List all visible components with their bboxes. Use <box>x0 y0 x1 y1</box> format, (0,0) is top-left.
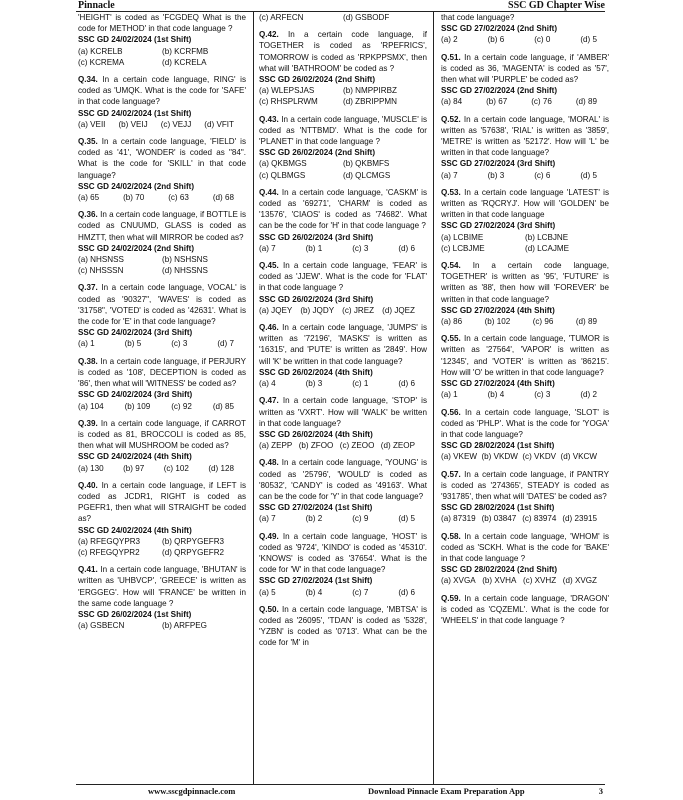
answer-options <box>78 338 246 349</box>
answer-option: (b) 3 <box>305 379 323 389</box>
footer-website[interactable]: www.sscgdpinnacle.com <box>148 786 236 796</box>
answer-option: (c) JREZ <box>342 305 375 315</box>
answer-option: (c) KCREMA <box>78 57 125 67</box>
answer-options <box>259 440 427 451</box>
exam-source: SSC GD 24/02/2024 (3rd Shift) <box>78 390 193 400</box>
question-number: Q.34. <box>78 75 98 85</box>
answer-option: (a) QKBMGS <box>259 159 307 169</box>
answer-option: (b) 102 <box>484 317 511 327</box>
question-stem: In a certain code language, TOGETHER' is written as '95', 'FUTURE' is written as '88', then how will 'FOREVER' be written in that code language? <box>441 261 609 304</box>
answer-option: (d) ZEOP <box>380 441 415 451</box>
page-footer <box>0 786 683 798</box>
question-number: Q.48. <box>259 458 279 468</box>
question-stem: that code language? <box>441 13 515 22</box>
question-block <box>259 29 427 107</box>
question-text <box>441 52 609 86</box>
answer-option: (a) 65 <box>78 193 100 203</box>
question-number: Q.43. <box>259 114 279 124</box>
exam-source: SSC GD 24/02/2024 (3rd Shift) <box>78 328 193 338</box>
answer-option: (c) 102 <box>163 463 189 473</box>
question-text <box>441 187 609 221</box>
answer-options <box>78 401 246 412</box>
answer-option: (c) 96 <box>532 317 554 327</box>
answer-option: (a) XVGA <box>441 576 476 586</box>
question-text <box>78 564 246 609</box>
answer-option: (d) 2 <box>580 390 597 400</box>
answer-option: (a) 84 <box>441 97 463 107</box>
question-text <box>441 407 609 441</box>
exam-source: SSC GD 27/02/2024 (1st Shift) <box>259 503 373 513</box>
answer-option: (d) QRPYGEFR2 <box>162 547 225 557</box>
question-stem: In a certain code language, VOCAL' is coded as '90327", 'WAVES' is coded as '31758", 'VOTED' is coded as '42631'. What is the code for 'E' in that code language? <box>78 283 246 327</box>
answer-options <box>78 119 246 130</box>
question-block <box>259 260 427 316</box>
question-block <box>259 114 427 181</box>
answer-option: (b) 2 <box>305 514 323 524</box>
answer-option: (a) 7 <box>441 170 458 180</box>
exam-source: SSC GD 27/02/2024 (2nd Shift) <box>441 24 558 34</box>
exam-source: SSC GD 24/02/2024 (1st Shift) <box>78 108 192 118</box>
exam-source: SSC GD 28/02/2024 (1st Shift) <box>441 441 555 451</box>
answer-options <box>259 587 427 598</box>
question-block <box>441 52 609 108</box>
question-text <box>259 604 427 649</box>
exam-source: SSC GD 24/02/2024 (2nd Shift) <box>78 181 195 191</box>
question-text <box>441 260 609 305</box>
exam-source: SSC GD 27/02/2024 (3rd Shift) <box>441 221 556 231</box>
question-number: Q.49. <box>259 531 279 541</box>
question-number: Q.57. <box>441 469 461 479</box>
answer-option: (c) VEJJ <box>160 119 192 129</box>
question-block <box>441 593 609 627</box>
question-number: Q.55. <box>441 334 461 344</box>
answer-option: (d) JQEZ <box>382 305 415 315</box>
page-number: 3 <box>598 786 603 796</box>
question-block <box>259 187 427 254</box>
answer-option: (c) 9 <box>352 514 369 524</box>
question-text <box>441 531 609 565</box>
question-block <box>259 457 427 524</box>
answer-option: (b) QRPYGEFR3 <box>162 536 225 546</box>
answer-options <box>441 170 609 181</box>
answer-option: (c) NHSSSN <box>78 266 124 276</box>
question-number: Q.50. <box>259 604 279 614</box>
question-stem: In a certain code language, 'MORAL' is written as '57638', 'RIAL' is written as '3859', 'METRE' is written as '52172'. How will 'L' be written in that code language? <box>441 114 609 158</box>
exam-source: SSC GD 24/02/2024 (4th Shift) <box>78 452 192 462</box>
question-text <box>78 74 246 108</box>
answer-option: (a) 4 <box>259 379 276 389</box>
question-text <box>441 114 609 159</box>
question-number: Q.58. <box>441 531 461 541</box>
exam-source: SSC GD 27/02/2024 (4th Shift) <box>441 379 555 389</box>
question-stem: In a certain code language, 'MBTSA' is coded as '26095', 'TDAN' is coded as '5328', 'YZBN' is coded as '0713'. What can be the code for 'M' in <box>259 604 427 648</box>
answer-option: (a) 130 <box>78 463 104 473</box>
answer-option: (a) JQEY <box>259 305 293 315</box>
answer-option: (b) 109 <box>124 401 151 411</box>
question-block <box>78 480 246 558</box>
question-text <box>78 356 246 390</box>
question-text <box>441 593 609 627</box>
answer-option: (b) 4 <box>305 587 323 597</box>
question-block <box>78 74 246 130</box>
question-stem: In a certain code language, 'MUSCLE' is coded as 'NTTBMD'. What is the code for 'PLANET' in that code language ? <box>259 114 427 147</box>
question-block <box>78 209 246 276</box>
answer-option: (a) LCBIME <box>441 232 484 242</box>
answer-options <box>441 389 609 400</box>
question-number: Q.36. <box>78 210 98 220</box>
answer-option: (b) VKDW <box>481 452 518 462</box>
answer-option: (d) KCRELA <box>162 57 207 67</box>
question-stem: In a certain code language, if 'AMBER' is coded as 36, 'MAGENTA' is coded as '57', then what will 'PURPLE' be coded as? <box>441 52 609 85</box>
question-block <box>259 322 427 389</box>
question-stem: In a certain code language, if PERJURY is coded as '108', DECEPTION is coded as '86', then what will 'WITNESS' be coded as? <box>78 356 246 389</box>
answer-option: (c) 3 <box>352 243 369 253</box>
question-text <box>78 418 246 452</box>
question-stem: In a certain code language, if CARROT is coded as 81, BROCCOLI is coded as 85, then what will MUSHROOM be coded as? <box>78 418 246 451</box>
answer-options <box>441 451 609 462</box>
question-number: Q.53. <box>441 187 461 197</box>
answer-option: (d) 85 <box>212 401 234 411</box>
answer-option: (c) 92 <box>171 401 192 411</box>
answer-option: (b) 97 <box>123 463 145 473</box>
question-number: Q.54. <box>441 261 461 271</box>
question-text <box>78 136 246 181</box>
answer-option: (d) 6 <box>398 243 415 253</box>
exam-source: SSC GD 24/02/2024 (1st Shift) <box>78 35 192 45</box>
question-text <box>441 12 609 23</box>
answer-option: (a) 7 <box>259 514 276 524</box>
question-number: Q.56. <box>441 407 461 417</box>
question-text <box>441 333 609 378</box>
answer-option: (c) 1 <box>352 379 369 389</box>
question-text <box>259 531 427 576</box>
answer-option: (d) ZBRIPPMN <box>343 97 397 107</box>
question-text <box>78 209 246 243</box>
question-number: Q.39. <box>78 418 98 428</box>
answer-option: (b) 3 <box>487 170 505 180</box>
question-text <box>259 187 427 232</box>
answer-option: (b) 5 <box>124 339 142 349</box>
answer-option: (d) 5 <box>580 170 597 180</box>
answer-option: (a) WLEPSJAS <box>259 86 315 96</box>
page-header <box>0 0 683 10</box>
column-3 <box>441 12 609 784</box>
question-stem: In a certain code language, 'DRAGON' is coded as 'CQZEML'. What is the code for 'WHEELS' in that code language ? <box>441 593 609 625</box>
answer-option: (b) 1 <box>305 243 323 253</box>
answer-options <box>441 316 609 327</box>
question-text <box>259 260 427 294</box>
answer-options <box>441 513 609 524</box>
question-stem: In a certain code language, 'TUMOR is written as '27564', 'VAPOR' is written as '12345', and 'VOTER' is written as '86215'. How will 'O' be written in that code language? <box>441 334 609 377</box>
answer-option: (d) 89 <box>575 317 597 327</box>
exam-source: SSC GD 26/02/2024 (1st Shift) <box>78 609 192 619</box>
answer-option: (d) XVGZ <box>562 576 597 586</box>
question-block <box>441 531 609 587</box>
answer-option: (d) 6 <box>398 587 415 597</box>
answer-option: (c) ARFECN <box>259 13 304 22</box>
answer-options <box>441 232 609 254</box>
answer-options <box>259 158 427 180</box>
question-stem: In a certain code language, 'WHOM' is coded as 'SCKH. What is the code for 'BAKE' in that code language ? <box>441 531 609 563</box>
exam-source: SSC GD 26/02/2024 (4th Shift) <box>259 429 373 439</box>
answer-option: (a) 87319 <box>441 514 476 524</box>
question-block <box>441 12 609 46</box>
exam-source: SSC GD 24/02/2024 (4th Shift) <box>78 525 192 535</box>
answer-options <box>441 34 609 45</box>
question-number: Q.35. <box>78 137 98 147</box>
exam-source: SSC GD 27/02/2024 (4th Shift) <box>441 305 555 315</box>
question-block <box>259 604 427 649</box>
answer-option: (a) VKEW <box>441 452 477 462</box>
question-number: Q.45. <box>259 261 279 271</box>
answer-options <box>78 254 246 276</box>
footer-app-promo: Download Pinnacle Exam Preparation App <box>368 786 525 796</box>
answer-option: (c) 6 <box>534 170 551 180</box>
question-block <box>441 333 609 400</box>
header-title: SSC GD Chapter Wise <box>508 0 605 11</box>
answer-option: (d) VKCW <box>560 452 597 462</box>
question-stem: In a certain code language, 'FEAR' is coded as 'JJEW'. What is the code for 'FLAT' in that code language ? <box>259 261 427 293</box>
question-stem: In a certain code language, if PANTRY is coded as '274365', STEADY is coded as '931785', then what will 'DATES' be coded as? <box>441 469 609 501</box>
answer-options <box>259 12 427 23</box>
question-block <box>78 136 246 203</box>
answer-option: (d) 89 <box>575 97 597 107</box>
column-1 <box>78 12 246 784</box>
question-stem: In a certain code language, if LEFT is coded as JCDR1, RIGHT is coded as PGEFR1, then what will STRAIGHT be coded as? <box>78 480 246 524</box>
answer-options <box>259 85 427 107</box>
answer-option: (b) 70 <box>123 193 145 203</box>
answer-option: (b) JQDY <box>300 305 335 315</box>
answer-option: (a) 86 <box>441 317 463 327</box>
answer-option: (d) LCAJME <box>525 243 570 253</box>
exam-source: SSC GD 27/02/2024 (2nd Shift) <box>441 86 558 96</box>
question-text <box>259 29 427 74</box>
answer-option: (c) 0 <box>534 35 551 45</box>
question-text <box>259 114 427 148</box>
question-block <box>78 356 246 412</box>
answer-option: (d) 5 <box>398 514 415 524</box>
header-brand: Pinnacle <box>78 0 115 11</box>
answer-option: (c) 63 <box>168 193 189 203</box>
question-number: Q.41. <box>78 565 98 575</box>
question-block <box>441 469 609 525</box>
question-block <box>78 418 246 474</box>
question-block <box>441 114 609 181</box>
answer-option: (c) 3 <box>171 339 188 349</box>
question-stem: In a certain code language, 'SLOT' is coded as 'PHLP'. What is the code for 'YOGA' in that code language? <box>441 407 609 439</box>
answer-option: (c) RFEGQYPR2 <box>78 547 140 557</box>
answer-option: (c) 7 <box>352 587 369 597</box>
answer-option: (b) NMPPIRBZ <box>343 86 397 96</box>
answer-option: (c) 83974 <box>522 514 557 524</box>
exam-source: SSC GD 28/02/2024 (1st Shift) <box>441 503 555 513</box>
question-stem: In a certain code language, 'YOUNG' is coded as '25796', 'WOULD' is coded as '80532', 'CANDY' is coded as '49163'. What can be the code for 'Y' in that code language? <box>259 458 427 501</box>
answer-option: (c) LCBJME <box>441 243 485 253</box>
question-stem: In a certain code language, 'FIELD' is coded as '41', 'WONDER' is coded as "84". What is the code for 'SKILL' in that code language? <box>78 137 246 180</box>
answer-option: (b) NSHSNS <box>162 255 208 265</box>
answer-option: (d) QLCMGS <box>343 170 391 180</box>
question-text <box>78 282 246 327</box>
question-stem: In a certain code language, 'HOST' is coded as '9724', 'KINDO' is coded as '45310'. 'KNOWS' is coded as '37654'. What is the code for 'W' in that code language? <box>259 531 427 575</box>
question-block <box>78 12 246 68</box>
answer-option: (b) VEIJ <box>118 119 148 129</box>
question-block <box>259 531 427 598</box>
question-text <box>78 480 246 525</box>
answer-option: (d) 23915 <box>562 514 597 524</box>
answer-option: (c) XVHZ <box>522 576 557 586</box>
question-number: Q.42. <box>259 30 279 40</box>
question-stem: In a certain code language, 'JUMPS' is written as '72196', 'MASKS' is written as '16315', and 'PUTE' is written as '2849'. How will 'K' be written in that code language? <box>259 323 427 366</box>
answer-option: (d) GSBODF <box>343 13 390 22</box>
answer-options <box>78 463 246 474</box>
answer-option: (c) ZEOO <box>339 441 375 451</box>
question-block <box>78 282 246 349</box>
question-block <box>259 12 427 23</box>
question-stem: In a certain code language, 'BHUTAN' is written as 'UHBVCP', 'GREECE' is written as 'ERGGEG'. How will 'FRANCE' be written in the same code language ? <box>78 565 246 608</box>
question-number: Q.38. <box>78 356 98 366</box>
answer-option: (d) VFIT <box>204 119 234 129</box>
question-number: Q.59. <box>441 593 461 603</box>
question-text <box>441 469 609 503</box>
answer-options <box>78 192 246 203</box>
answer-option: (a) 2 <box>441 35 458 45</box>
question-text <box>259 322 427 367</box>
answer-option: (a) 7 <box>259 243 276 253</box>
answer-option: (c) QLBMGS <box>259 170 306 180</box>
answer-option: (d) 128 <box>208 463 234 473</box>
answer-option: (d) 5 <box>580 35 597 45</box>
question-number: Q.51. <box>441 52 461 62</box>
question-number: Q.44. <box>259 187 279 197</box>
question-block <box>441 187 609 254</box>
question-stem: In a certain code language, RING' is coded as 'UMQK. What is the code for 'SAFE' in that code language? <box>78 75 246 107</box>
answer-option: (a) 104 <box>78 401 104 411</box>
answer-option: (a) RFEGQYPR3 <box>78 536 141 546</box>
answer-option: (b) 67 <box>486 97 508 107</box>
question-text <box>78 12 246 34</box>
answer-option: (d) NHSSNS <box>162 266 208 276</box>
question-number: Q.46. <box>259 323 279 333</box>
answer-option: (a) VEII <box>78 119 106 129</box>
question-stem: In a certain code language, 'CASKM' is coded as '69271', 'CHARM' is coded as '13576', 'CIAOS' is coded as '74682'. What can be the code for 'H' in that code language ? <box>259 187 427 231</box>
answer-option: (a) NHSNSS <box>78 255 124 265</box>
answer-option: (b) ARFPEG <box>162 621 207 631</box>
question-block <box>78 564 246 631</box>
answer-option: (b) QKBMFS <box>343 159 390 169</box>
answer-option: (b) XVHA <box>482 576 517 586</box>
answer-option: (d) 6 <box>398 379 415 389</box>
exam-source: SSC GD 27/02/2024 (3rd Shift) <box>441 159 556 169</box>
footer-rule <box>76 784 605 785</box>
column-2 <box>259 12 427 784</box>
answer-options <box>259 513 427 524</box>
answer-option: (d) 68 <box>212 193 234 203</box>
exam-source: SSC GD 28/02/2024 (2nd Shift) <box>441 565 558 575</box>
exam-source: SSC GD 26/02/2024 (2nd Shift) <box>259 75 376 85</box>
question-number: Q.47. <box>259 396 279 406</box>
question-block <box>441 260 609 327</box>
answer-options <box>78 620 246 631</box>
exam-source: SSC GD 27/02/2024 (1st Shift) <box>259 576 373 586</box>
question-stem: In a certain code language 'LATEST' is written as 'RQCRYJ'. How will 'GOLDEN' be written in that code language <box>441 187 609 220</box>
answer-option: (b) KCRFMB <box>162 46 209 56</box>
answer-options <box>441 96 609 107</box>
answer-option: (c) 76 <box>531 97 552 107</box>
answer-option: (b) 4 <box>487 390 505 400</box>
exam-source: SSC GD 26/02/2024 (4th Shift) <box>259 367 373 377</box>
question-stem: In a certain code language, 'STOP' is written as 'VXRT'. How will 'WALK' be written in that code language? <box>259 396 427 428</box>
question-stem: In a certain code language, if BOTTLE is coded as CNUUMD, GLASS is coded as HMZTT, then what will MIRROR be coded as? <box>78 210 246 242</box>
exam-source: SSC GD 24/02/2024 (2nd Shift) <box>78 243 195 253</box>
answer-options <box>259 305 427 316</box>
question-number: Q.40. <box>78 480 98 490</box>
answer-option: (c) 3 <box>534 390 551 400</box>
question-block <box>441 407 609 463</box>
answer-option: (a) ZEPP <box>259 441 293 451</box>
answer-option: (b) 6 <box>487 35 505 45</box>
answer-options <box>78 536 246 558</box>
answer-option: (a) KCRELB <box>78 46 123 56</box>
question-stem: 'HEIGHT' is coded as 'FCGDEQ What is the code for METHOD' in that code language ? <box>78 13 246 34</box>
answer-option: (c) VKDV <box>522 452 557 462</box>
exam-source: SSC GD 26/02/2024 (3rd Shift) <box>259 294 374 304</box>
answer-option: (a) 5 <box>259 587 276 597</box>
answer-option: (d) 7 <box>217 339 234 349</box>
answer-option: (c) RHSPLRWM <box>259 97 318 107</box>
answer-option: (b) ZFOO <box>298 441 334 451</box>
exam-source: SSC GD 26/02/2024 (3rd Shift) <box>259 232 374 242</box>
answer-options <box>78 46 246 68</box>
question-text <box>259 457 427 502</box>
answer-option: (a) 1 <box>441 390 458 400</box>
question-number: Q.52. <box>441 114 461 124</box>
question-stem: In a certain code language, if TOGETHER is coded as 'RPEFRICS', TOMORROW is coded as 'RPKPPSMX', then what will 'BATHROOM' be coded as ? <box>259 30 427 73</box>
answer-options <box>259 243 427 254</box>
answer-option: (a) GSBECN <box>78 621 125 631</box>
column-divider <box>253 12 254 784</box>
answer-option: (b) LCBJNE <box>525 232 569 242</box>
column-divider <box>433 12 434 784</box>
question-number: Q.37. <box>78 283 98 293</box>
answer-option: (b) 03847 <box>481 514 517 524</box>
answer-options <box>259 378 427 389</box>
exam-source: SSC GD 26/02/2024 (2nd Shift) <box>259 148 376 158</box>
question-text <box>259 395 427 429</box>
answer-options <box>441 575 609 586</box>
question-block <box>259 395 427 451</box>
answer-option: (a) 1 <box>78 339 95 349</box>
